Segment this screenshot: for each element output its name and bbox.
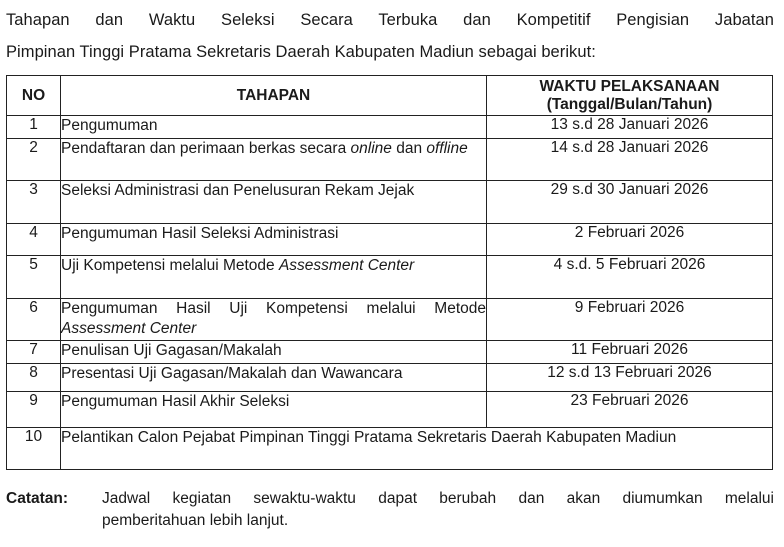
- table-row: [7, 364, 773, 392]
- table-row: [7, 181, 773, 224]
- row-no: 7: [7, 341, 61, 364]
- row-tahapan: Penulisan Uji Gagasan/Makalah: [61, 341, 487, 364]
- intro-paragraph: [6, 4, 774, 68]
- row-no: 6: [7, 299, 61, 341]
- row-waktu: 23 Februari 2026: [487, 392, 773, 428]
- table-row: [7, 392, 773, 428]
- row-no: 1: [7, 116, 61, 139]
- intro-line-2: Pimpinan Tinggi Pratama Sekretaris Daerah Kabupaten Madiun sebagai berikut:: [6, 43, 596, 61]
- table-row: [7, 341, 773, 364]
- row-no: 10: [7, 428, 61, 470]
- row-tahapan: [61, 299, 487, 341]
- header-waktu-line1: WAKTU PELAKSANAAN: [539, 77, 720, 95]
- row-no: 8: [7, 364, 61, 392]
- table-row: [7, 139, 773, 181]
- row-waktu: 29 s.d 30 Januari 2026: [487, 181, 773, 224]
- note-text: [102, 488, 774, 532]
- note-line-1: Jadwal kegiatan sewaktu-waktu dapat berubah dan akan diumumkan melalui: [102, 490, 774, 507]
- row-tahapan-text: Pengumuman Hasil Uji Kompetensi melalui Metode: [61, 300, 486, 317]
- header-no: NO: [7, 76, 61, 116]
- row-tahapan: Pelantikan Calon Pejabat Pimpinan Tinggi Pratama Sekretaris Daerah Kabupaten Madiun: [61, 428, 773, 470]
- table-row: [7, 428, 773, 470]
- row-tahapan: Seleksi Administrasi dan Penelusuran Rekam Jejak: [61, 181, 487, 224]
- row-tahapan-italic: Assessment Center: [278, 257, 415, 274]
- table-row: [7, 299, 773, 341]
- row-waktu: 14 s.d 28 Januari 2026: [487, 139, 773, 181]
- row-no: 4: [7, 224, 61, 256]
- row-waktu: 2 Februari 2026: [487, 224, 773, 256]
- row-tahapan: Pengumuman: [61, 116, 487, 139]
- row-waktu: 4 s.d. 5 Februari 2026: [487, 256, 773, 299]
- row-no: 2: [7, 139, 61, 181]
- row-tahapan: Pengumuman Hasil Seleksi Administrasi: [61, 224, 487, 256]
- row-waktu: 13 s.d 28 Januari 2026: [487, 116, 773, 139]
- row-tahapan-italic: Assessment Center: [61, 320, 197, 337]
- row-tahapan: [61, 139, 487, 181]
- schedule-table: [6, 75, 773, 470]
- row-no: 9: [7, 392, 61, 428]
- header-waktu: [487, 76, 773, 116]
- table-row: [7, 256, 773, 299]
- row-no: 5: [7, 256, 61, 299]
- row-waktu: 12 s.d 13 Februari 2026: [487, 364, 773, 392]
- table-row: [7, 224, 773, 256]
- row-waktu: 11 Februari 2026: [487, 341, 773, 364]
- table-header-row: [7, 76, 773, 116]
- intro-line-1: Tahapan dan Waktu Seleksi Secara Terbuka dan Kompetitif Pengisian Jabatan: [6, 11, 774, 29]
- header-tahapan: TAHAPAN: [61, 76, 487, 116]
- row-tahapan-text: dan: [391, 140, 427, 157]
- header-waktu-line2: (Tanggal/Bulan/Tahun): [546, 95, 713, 113]
- row-tahapan: [61, 256, 487, 299]
- row-no: 3: [7, 181, 61, 224]
- table-row: [7, 116, 773, 139]
- row-tahapan-text: Uji Kompetensi melalui Metode: [61, 257, 279, 274]
- row-tahapan-italic: offline: [426, 140, 468, 157]
- note-line-2: pemberitahuan lebih lanjut.: [102, 512, 289, 529]
- row-tahapan: Pengumuman Hasil Akhir Seleksi: [61, 392, 487, 428]
- row-tahapan-text: Pendaftaran dan perimaan berkas secara: [61, 140, 351, 157]
- row-tahapan: Presentasi Uji Gagasan/Makalah dan Wawancara: [61, 364, 487, 392]
- row-waktu: 9 Februari 2026: [487, 299, 773, 341]
- row-tahapan-italic: online: [350, 140, 392, 157]
- note-label: Catatan:: [6, 490, 69, 507]
